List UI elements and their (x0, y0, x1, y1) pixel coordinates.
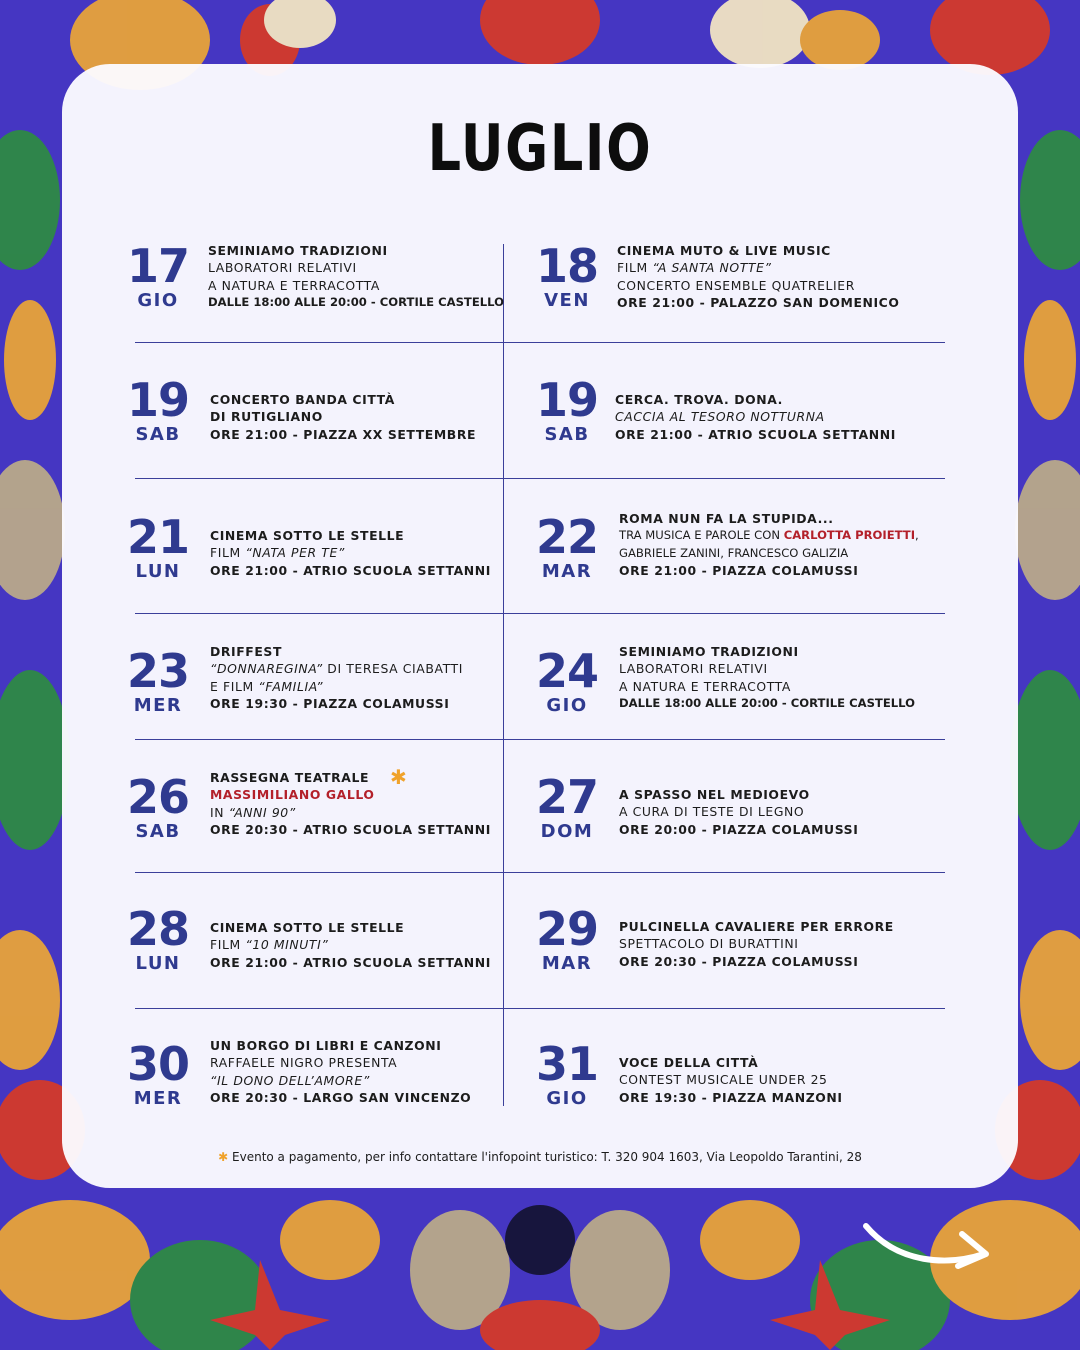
event-weekday: MER (133, 1088, 183, 1109)
event-detail-punct: , (915, 528, 919, 543)
footnote-star-icon: ✱ (218, 1150, 229, 1164)
event-detail (210, 678, 540, 695)
event-info (210, 643, 540, 712)
event-info (210, 1037, 540, 1106)
event-title: CINEMA SOTTO LE STELLE (210, 528, 405, 543)
event-show-title: “ANNI 90” (228, 804, 296, 820)
event-info (208, 242, 538, 311)
event-info (619, 510, 949, 579)
event-detail (210, 936, 540, 953)
event-detail (210, 660, 540, 677)
event-title: PULCINELLA CAVALIERE PER ERRORE (619, 919, 894, 934)
event-date (123, 239, 193, 312)
event-day: 18 (535, 239, 598, 293)
event-time-place: DALLE 18:00 ALLE 20:00 - CORTILE CASTELLO (208, 294, 504, 309)
event-time-place: ORE 21:00 - ATRIO SCUOLA SETTANNI (615, 426, 896, 442)
event-detail: CACCIA AL TESORO NOTTURNA (615, 409, 825, 425)
event-date (123, 770, 193, 843)
event-detail: SPETTACOLO DI BURATTINI (619, 936, 799, 952)
event-date (123, 1037, 193, 1110)
event-weekday: MAR (541, 953, 593, 974)
event-detail: CONCERTO ENSEMBLE QUATRELIER (617, 277, 855, 293)
event-info (617, 242, 947, 311)
event-weekday: VEN (544, 290, 590, 311)
event-detail-text: TRA MUSICA E PAROLE CON (619, 528, 780, 543)
event-weekday: DOM (540, 821, 594, 842)
event-date (123, 373, 193, 446)
divider (135, 872, 945, 873)
event-info (210, 919, 540, 971)
event-guest-name: CARLOTTA PROIETTI (783, 528, 916, 543)
event-date (532, 644, 602, 717)
event-detail: GABRIELE ZANINI, FRANCESCO GALIZIA (619, 545, 849, 560)
event-info (619, 918, 949, 970)
event-detail (210, 544, 540, 561)
event-time-place: ORE 20:00 - PIAZZA COLAMUSSI (619, 821, 859, 837)
next-arrow-icon[interactable] (858, 1214, 998, 1284)
event-detail: LABORATORI RELATIVI (208, 260, 357, 276)
event-date (123, 644, 193, 717)
event-detail: RAFFAELE NIGRO PRESENTA (210, 1055, 398, 1071)
event-time-place: ORE 21:00 - PALAZZO SAN DOMENICO (617, 294, 900, 310)
event-title: SEMINIAMO TRADIZIONI (208, 243, 388, 258)
event-title: VOCE DELLA CITTÀ (619, 1055, 759, 1070)
event-book-title: “IL DONO DELL’AMORE” (210, 1072, 370, 1088)
divider (135, 613, 945, 614)
event-date (532, 373, 602, 446)
event-film-title: “10 MINUTI” (245, 937, 329, 953)
event-info (619, 1054, 949, 1106)
paid-event-star-icon: ✱ (390, 765, 407, 789)
event-weekday: SAB (544, 424, 590, 445)
event-title: ROMA NUN FA LA STUPIDA... (619, 511, 834, 526)
event-title: RASSEGNA TEATRALE (210, 770, 370, 785)
event-day: 21 (126, 510, 189, 564)
event-day: 27 (535, 770, 598, 824)
event-guest-name: MASSIMILIANO GALLO (210, 787, 375, 803)
event-title: CONCERTO BANDA CITTÀ (210, 392, 395, 407)
divider (135, 342, 945, 343)
event-detail-text: IN (210, 804, 225, 820)
event-title: DRIFFEST (210, 644, 283, 659)
divider (135, 1008, 945, 1009)
event-title: UN BORGO DI LIBRI E CANZONI (210, 1038, 442, 1053)
event-detail: A NATURA E TERRACOTTA (208, 277, 380, 293)
divider (135, 478, 945, 479)
event-weekday: LUN (135, 561, 181, 582)
event-time-place: ORE 21:00 - PIAZZA COLAMUSSI (619, 562, 859, 578)
event-detail-text: FILM (617, 260, 648, 276)
event-day: 17 (126, 239, 189, 293)
event-detail-text: FILM (210, 545, 241, 561)
event-info (615, 391, 945, 443)
event-title: CERCA. TROVA. DONA. (615, 392, 783, 407)
event-day: 29 (535, 902, 598, 956)
event-date (532, 239, 602, 312)
event-day: 19 (535, 373, 598, 427)
calendar-card (62, 64, 1018, 1188)
event-detail: A CURA DI TESTE DI LEGNO (619, 804, 805, 820)
event-time-place: ORE 20:30 - LARGO SAN VINCENZO (210, 1089, 472, 1105)
event-title: DI RUTIGLIANO (210, 409, 323, 425)
event-book-title: “DONNAREGINA” (210, 661, 323, 677)
event-date (532, 770, 602, 843)
event-info (210, 769, 540, 838)
event-day: 22 (535, 510, 598, 564)
event-day: 19 (126, 373, 189, 427)
event-time-place: ORE 20:30 - ATRIO SCUOLA SETTANNI (210, 821, 491, 837)
event-title: A SPASSO NEL MEDIOEVO (619, 787, 810, 802)
event-day: 28 (126, 902, 189, 956)
event-info (619, 643, 949, 712)
event-title: CINEMA SOTTO LE STELLE (210, 920, 405, 935)
event-weekday: MER (133, 695, 183, 716)
event-weekday: MAR (541, 561, 593, 582)
footnote (0, 1150, 1080, 1164)
event-time-place: ORE 21:00 - ATRIO SCUOLA SETTANNI (210, 562, 491, 578)
event-detail (619, 527, 949, 544)
event-film-title: “A SANTA NOTTE” (652, 260, 772, 276)
event-time-place: ORE 20:30 - PIAZZA COLAMUSSI (619, 953, 859, 969)
event-detail-text: DI TERESA CIABATTI (327, 661, 463, 677)
event-weekday: GIO (546, 1088, 588, 1109)
event-title: SEMINIAMO TRADIZIONI (619, 644, 799, 659)
event-weekday: SAB (135, 424, 181, 445)
event-info (210, 527, 540, 579)
event-detail (210, 804, 540, 821)
event-date (123, 902, 193, 975)
event-info (210, 391, 540, 443)
footnote-text: Evento a pagamento, per info contattare l'infopoint turistico: T. 320 904 1603, Via Leopoldo Tarantini, 28 (232, 1150, 862, 1164)
event-day: 26 (126, 770, 189, 824)
event-title: CINEMA MUTO & LIVE MUSIC (617, 243, 831, 258)
page-title: LUGLIO (427, 112, 653, 186)
event-date (532, 1037, 602, 1110)
event-day: 23 (126, 644, 189, 698)
event-date (532, 902, 602, 975)
event-detail-text: FILM (210, 937, 241, 953)
event-time-place: ORE 21:00 - PIAZZA XX SETTEMBRE (210, 426, 477, 442)
event-weekday: GIO (137, 290, 179, 311)
event-time-place: DALLE 18:00 ALLE 20:00 - CORTILE CASTELLO (619, 695, 915, 710)
event-date (532, 510, 602, 583)
event-time-place: ORE 21:00 - ATRIO SCUOLA SETTANNI (210, 954, 491, 970)
event-date (123, 510, 193, 583)
event-day: 30 (126, 1037, 189, 1091)
event-detail: A NATURA E TERRACOTTA (619, 678, 791, 694)
event-film-title: “NATA PER TE” (245, 545, 345, 561)
event-detail: LABORATORI RELATIVI (619, 661, 768, 677)
event-detail: CONTEST MUSICALE UNDER 25 (619, 1072, 828, 1088)
event-detail (617, 259, 947, 276)
event-weekday: GIO (546, 695, 588, 716)
event-info (619, 786, 949, 838)
event-day: 24 (535, 644, 598, 698)
event-time-place: ORE 19:30 - PIAZZA COLAMUSSI (210, 695, 450, 711)
divider (135, 739, 945, 740)
event-weekday: LUN (135, 953, 181, 974)
event-detail-text: E FILM (210, 678, 254, 694)
event-weekday: SAB (135, 821, 181, 842)
event-time-place: ORE 19:30 - PIAZZA MANZONI (619, 1089, 843, 1105)
event-day: 31 (535, 1037, 598, 1091)
event-film-title: “FAMILIA” (258, 678, 324, 694)
